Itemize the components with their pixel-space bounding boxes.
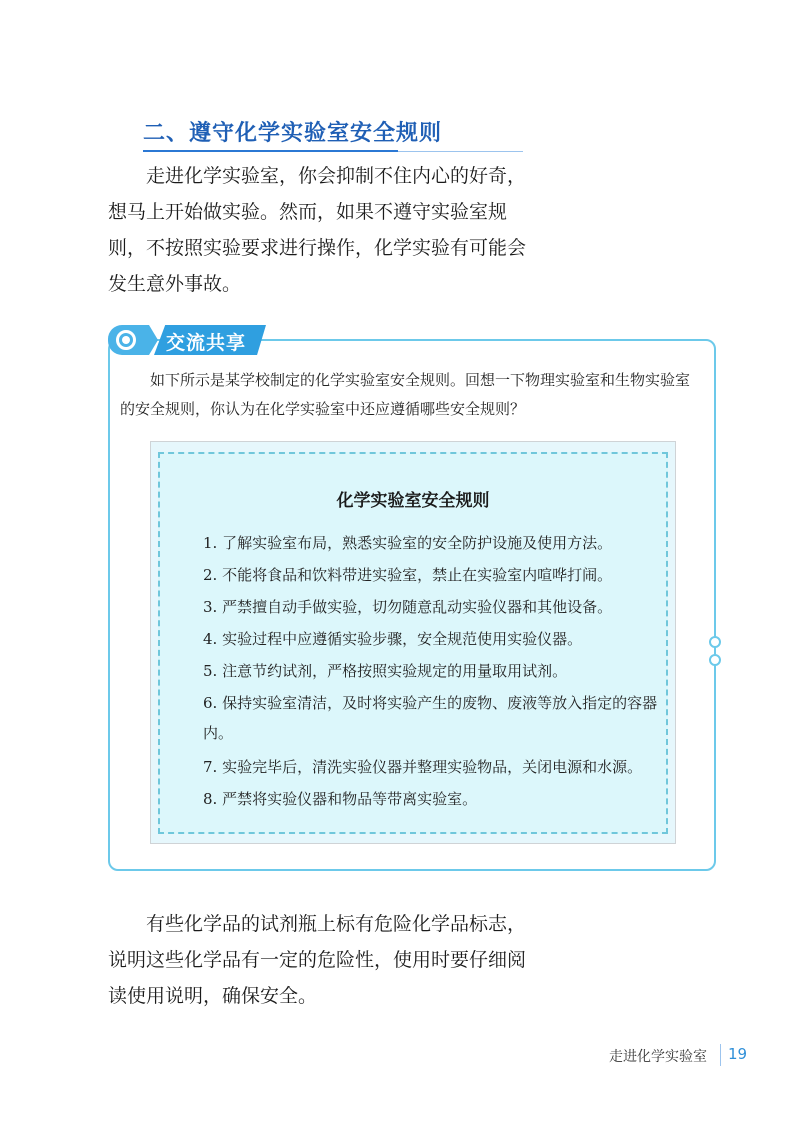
page-number: 19: [728, 1045, 748, 1063]
exchange-tab-label: 交流共享: [166, 332, 247, 354]
intro-paragraph: [108, 158, 538, 302]
exchange-intro-text: 如下所示是某学校制定的化学实验室安全规则。回想一下物理实验室和生物实验室的安全规则，你认为在化学实验室中还应遵循哪些安全规则？: [120, 371, 691, 418]
rules-title: 化学实验室安全规则: [336, 491, 490, 511]
section-underline: [143, 150, 523, 152]
closing-paragraph: [108, 906, 538, 1014]
footer-separator: [720, 1044, 721, 1066]
rule-item: 6. 保持实验室清洁，及时将实验产生的废物、废液等放入指定的容器内。: [203, 694, 658, 742]
rule-item: 5. 注意节约试剂，严格按照实验规定的用量取用试剂。: [203, 662, 568, 680]
intro-paragraph-text: 走进化学实验室，你会抑制不住内心的好奇，想马上开始做实验。然而，如果不遵守实验室规则，不按照实验要求进行操作，化学实验有可能会发生意外事故。: [108, 165, 527, 295]
section-title: 二、遵守化学实验室安全规则: [143, 121, 443, 146]
rule-item: 2. 不能将食品和饮料带进实验室，禁止在实验室内喧哗打闹。: [203, 566, 613, 584]
rule-item: 4. 实验过程中应遵循实验步骤，安全规范使用实验仪器。: [203, 630, 583, 648]
rule-item: 7. 实验完毕后，清洗实验仪器并整理实验物品，关闭电源和水源。: [203, 758, 643, 776]
share-icon: [116, 330, 136, 350]
exchange-intro: [120, 366, 700, 424]
rule-item: 8. 严禁将实验仪器和物品等带离实验室。: [203, 790, 478, 808]
closing-paragraph-text: 有些化学品的试剂瓶上标有危险化学品标志，说明这些化学品有一定的危险性，使用时要仔细阅读使用说明，确保安全。: [108, 913, 527, 1007]
exchange-tab: [108, 325, 268, 355]
rule-item: 1. 了解实验室布局，熟悉实验室的安全防护设施及使用方法。: [203, 534, 613, 552]
footer-chapter-title: 走进化学实验室: [609, 1049, 707, 1065]
rule-item: 3. 严禁擅自动手做实验，切勿随意乱动实验仪器和其他设备。: [203, 598, 613, 616]
